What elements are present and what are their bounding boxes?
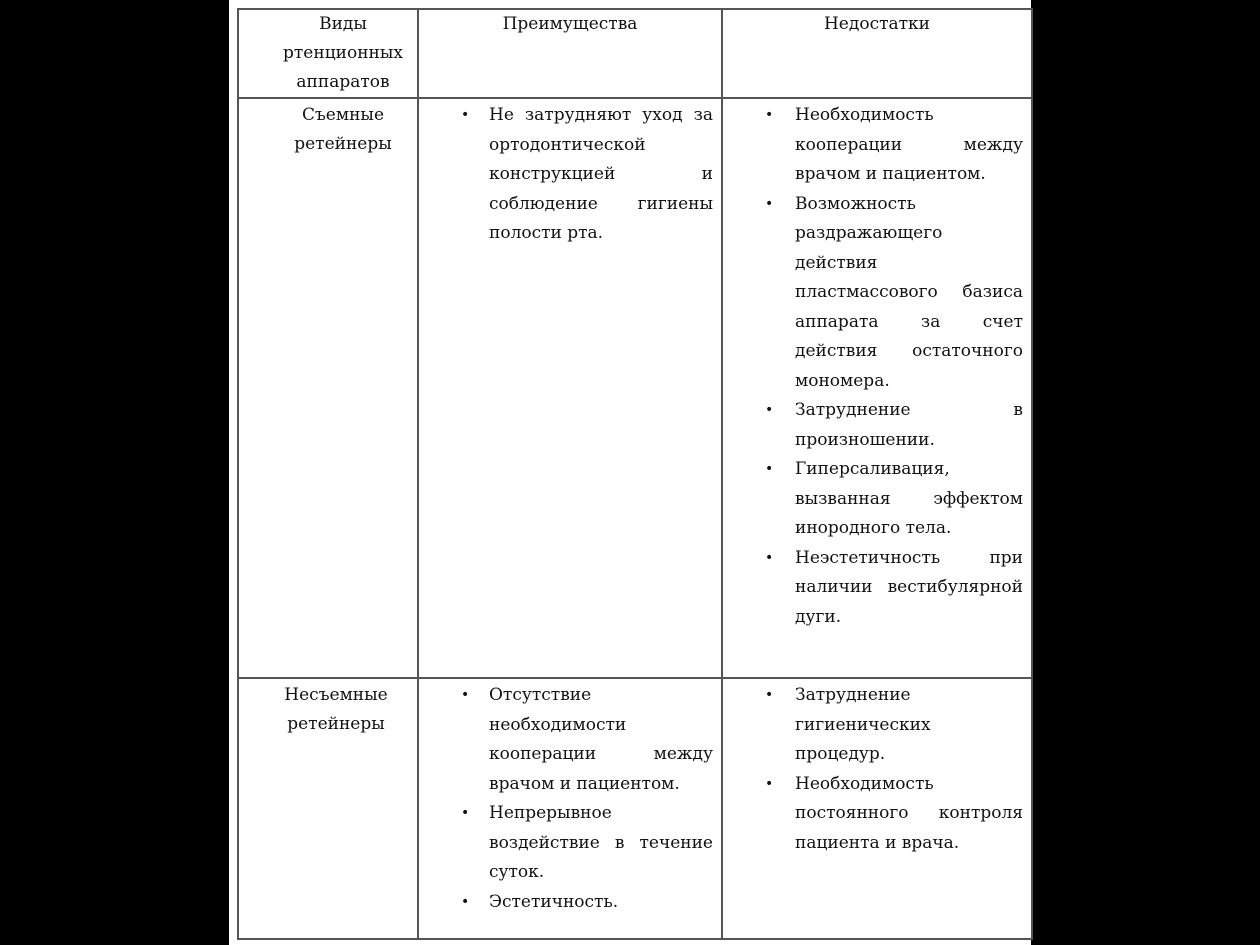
disadvantages-cell-removable: [722, 98, 1032, 678]
list-item: • Непрерывное воздействие в течение суток.: [419, 799, 713, 888]
list-item: • Затруднение гигиенических процедур.: [723, 681, 1023, 770]
list-item: • Необходимость постоянного контроля пациента и врача.: [723, 770, 1023, 859]
list-item: • Неэстетичность при наличии вестибулярной дуги.: [723, 544, 1023, 633]
list-item: • Необходимость кооперации между врачом и пациентом.: [723, 101, 1023, 190]
header-disadvantages: Недостатки: [722, 9, 1032, 98]
header-row: [238, 9, 1032, 98]
retainer-comparison-table: [237, 8, 1033, 940]
list-item: • Гиперсаливация, вызванная эффектом инородного тела.: [723, 455, 1023, 544]
list-item: • Отсутствие необходимости кооперации между врачом и пациентом.: [419, 681, 713, 799]
disadvantages-cell-fixed: [722, 678, 1032, 939]
advantages-cell-removable: [418, 98, 722, 678]
list-item: • Затруднение в произношении.: [723, 396, 1023, 455]
table-row-removable: [238, 98, 1032, 678]
type-cell-fixed: Несъемные ретейнеры: [238, 678, 418, 939]
header-advantages: Преимущества: [418, 9, 722, 98]
list-item: • Не затрудняют уход за ортодонтической конструкцией и соблюдение гигиены полости рта.: [419, 101, 713, 249]
list-item: • Эстетичность.: [419, 888, 713, 918]
header-type: Виды ртенционных аппаратов: [238, 9, 418, 98]
list-item: • Возможность раздражающего действия пластмассового базиса аппарата за счет действия остаточного мономера.: [723, 190, 1023, 397]
advantages-cell-fixed: [418, 678, 722, 939]
type-cell-removable: Съемные ретейнеры: [238, 98, 418, 678]
table-row-fixed: [238, 678, 1032, 939]
document-page: [229, 0, 1031, 945]
